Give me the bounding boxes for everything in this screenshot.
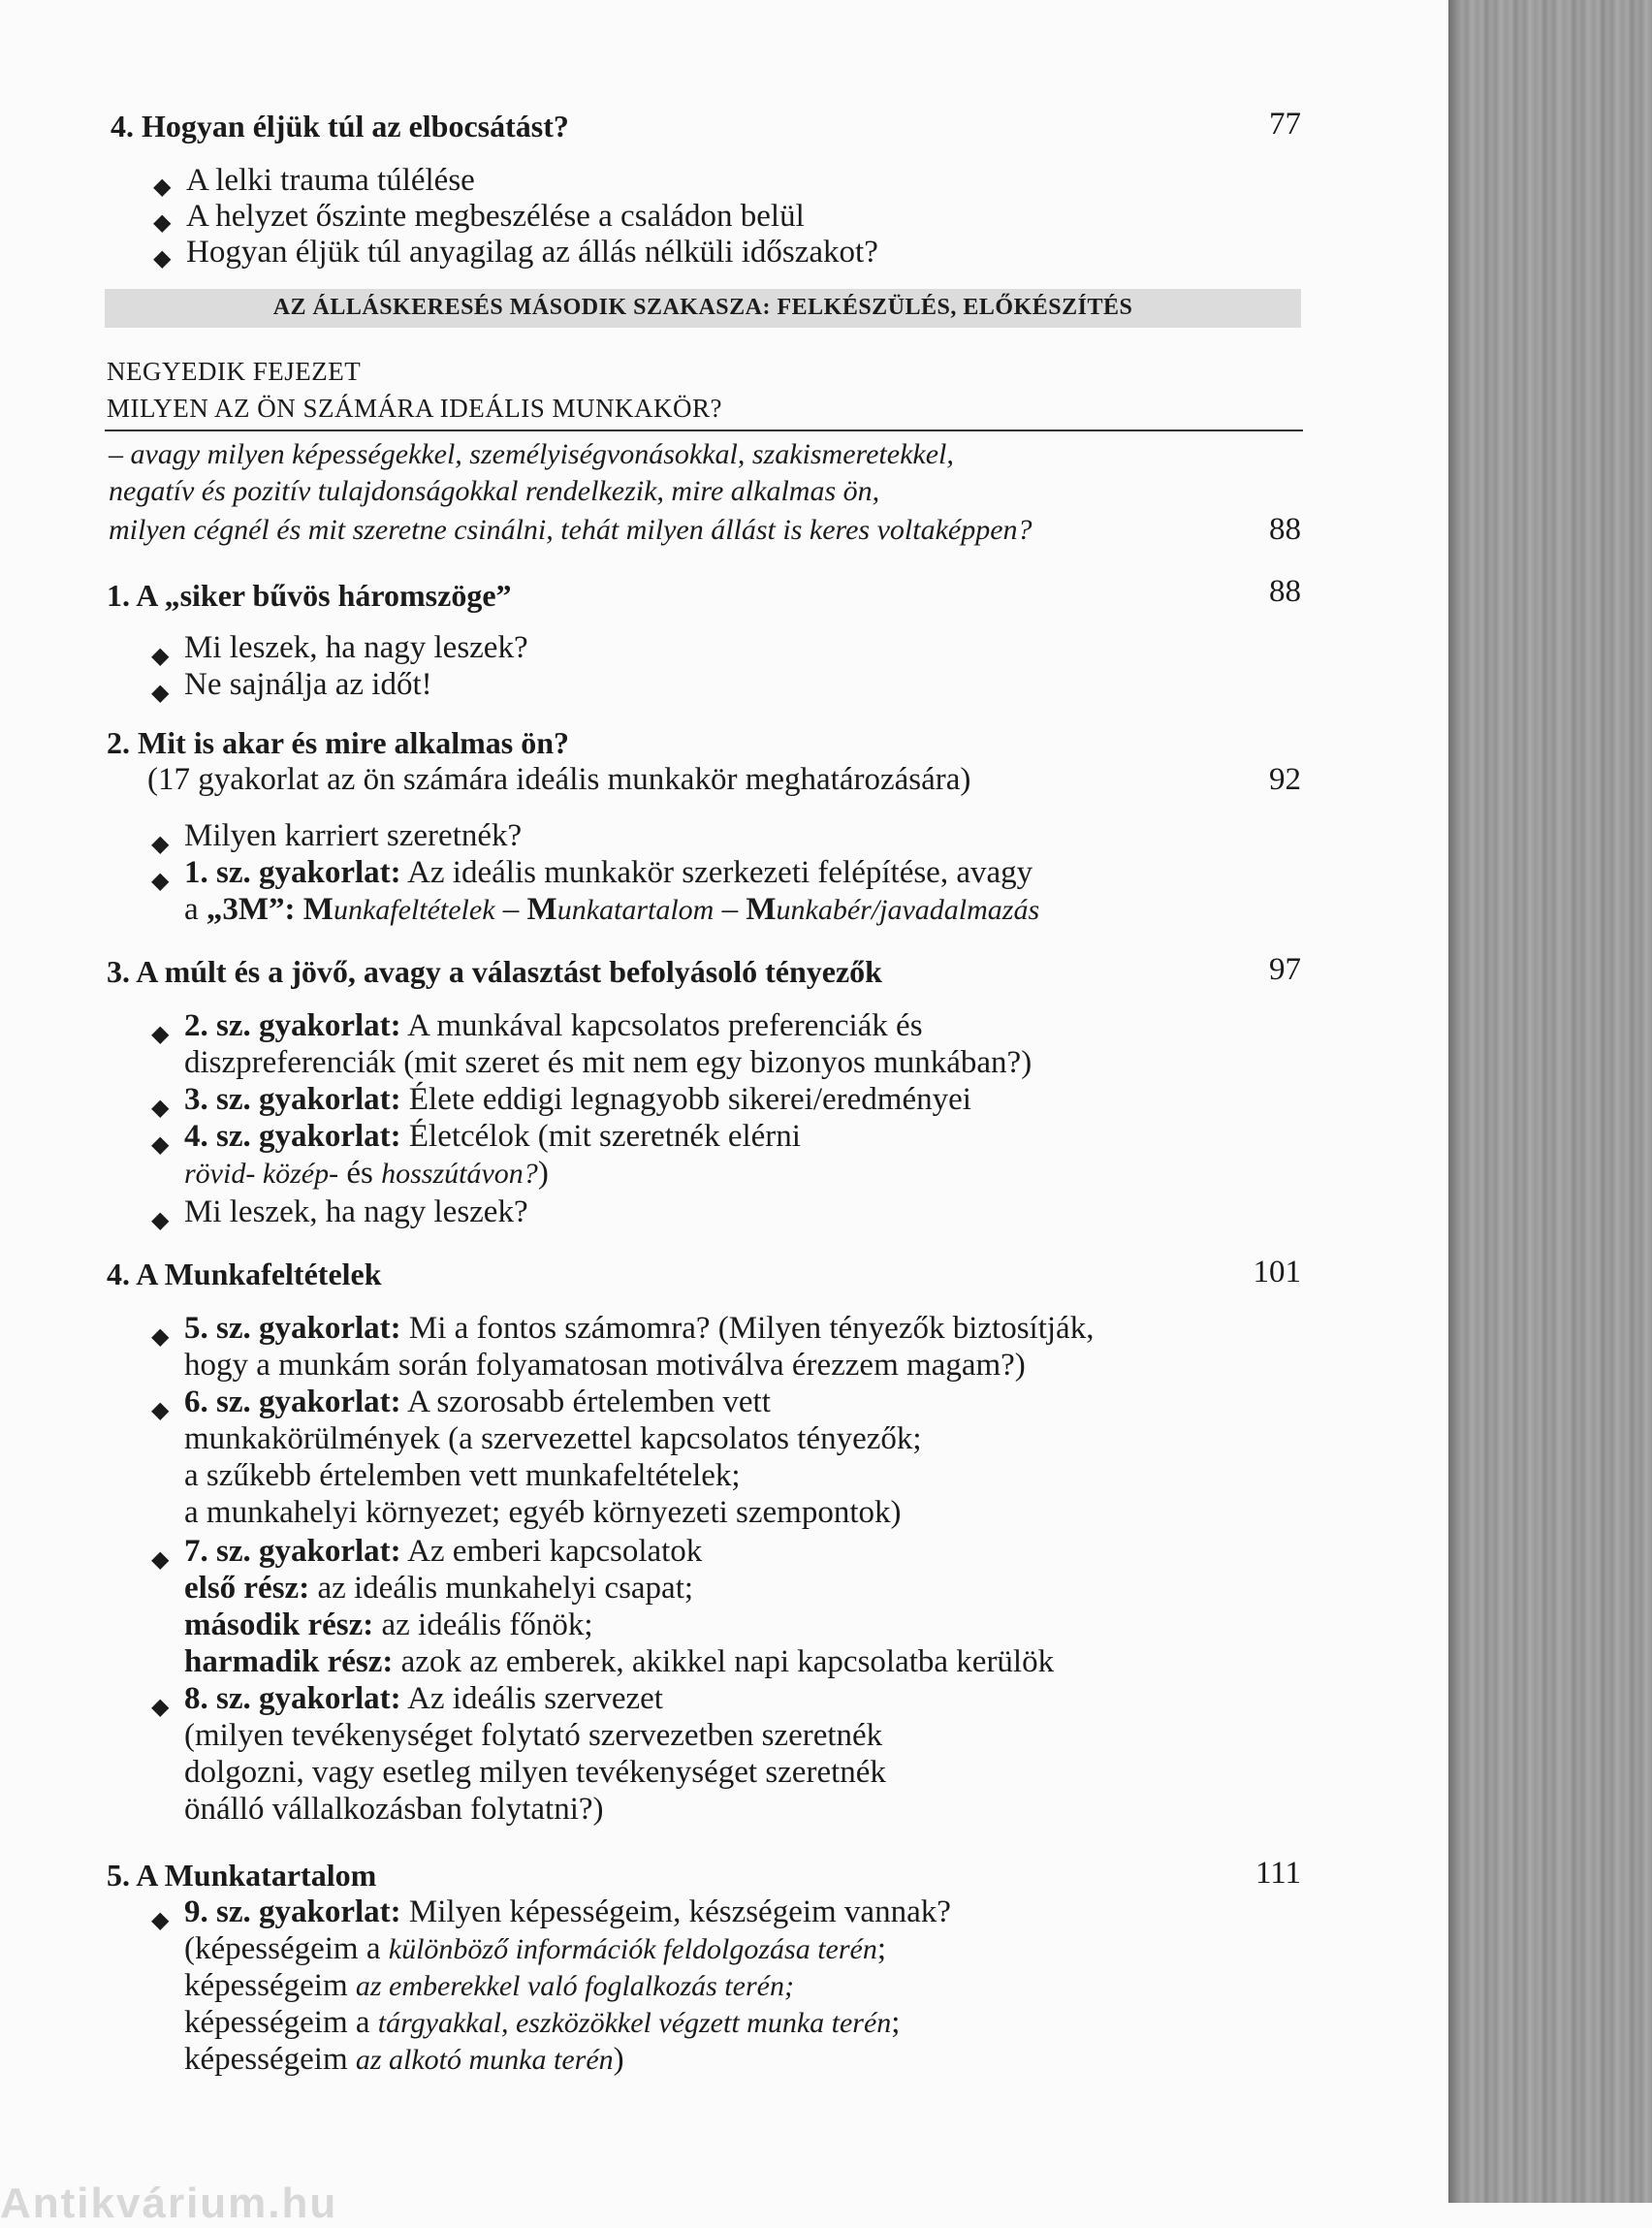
- exercise-title: Az ideális szervezet: [407, 1681, 663, 1716]
- three-m-label: „3M”:: [206, 892, 296, 927]
- exercise-title: Élete eddigi legnagyobb sikerei/eredményei: [408, 1082, 971, 1117]
- chapter-title: MILYEN AZ ÖN SZÁMÁRA IDEÁLIS MUNKAKÖR?: [107, 394, 723, 423]
- bullet-icon: ◆: [151, 1022, 170, 1047]
- toc-bullet-continuation: a szűkebb értelemben vett munkafeltételek;: [184, 1458, 741, 1493]
- part-text: az ideális munkahelyi csapat;: [317, 1571, 694, 1606]
- italic-fragment: különböző információk feldolgozása terén: [388, 1933, 877, 1965]
- toc-bullet: [184, 1681, 663, 1717]
- part-label: harmadik rész:: [184, 1644, 394, 1679]
- exercise-title: A munkával kapcsolatos preferenciák és: [407, 1008, 923, 1043]
- exercise-number: 1. sz. gyakorlat:: [184, 855, 401, 890]
- m-letter: M: [526, 892, 557, 927]
- chapter-intro-line: milyen cégnél és mit szeretne csinálni, tehát milyen állást is keres voltaképpen?: [109, 514, 1032, 546]
- bullet-icon: ◆: [151, 1208, 170, 1233]
- toc-bullet: Mi leszek, ha nagy leszek?: [184, 1194, 528, 1229]
- toc-bullet: [184, 855, 1032, 891]
- bullet-icon: ◆: [151, 1132, 170, 1158]
- exercise-number: 3. sz. gyakorlat:: [184, 1082, 401, 1117]
- toc-bullet: Hogyan éljük túl anyagilag az állás nélküli időszakot?: [186, 235, 878, 270]
- bullet-icon: ◆: [151, 644, 170, 669]
- m-word: unkafeltételek: [333, 894, 495, 926]
- toc-bullet-continuation: hogy a munkám során folyamatosan motiválva érezzem magam?): [184, 1348, 1026, 1383]
- bullet-icon: ◆: [151, 1695, 170, 1720]
- text-fragment: és: [346, 1156, 373, 1191]
- toc-bullet-continuation: munkakörülmények (a szervezettel kapcsolatos tényezők;: [184, 1421, 922, 1456]
- text-fragment: (képességeim a: [184, 1931, 381, 1966]
- toc-bullet: Mi leszek, ha nagy leszek?: [184, 630, 528, 665]
- toc-bullet-continuation: [184, 2042, 624, 2078]
- m-word: unkabér/javadalmazás: [776, 894, 1040, 926]
- exercise-title: Életcélok (mit szeretnék elérni: [408, 1119, 801, 1154]
- toc-heading-mit-akar: 2. Mit is akar és mire alkalmas ön?: [107, 725, 570, 760]
- italic-fragment: az emberekkel való foglalkozás terén;: [355, 1970, 794, 2002]
- toc-bullet-continuation: [184, 1644, 1054, 1680]
- exercise-title: Mi a fontos számomra? (Milyen tényezők biztosítják,: [408, 1311, 1095, 1346]
- part-text: azok az emberek, akikkel napi kapcsolatba kerülök: [400, 1644, 1055, 1679]
- bullet-icon: ◆: [151, 869, 170, 894]
- toc-bullet-continuation: [184, 1156, 549, 1192]
- exercise-number: 4. sz. gyakorlat:: [184, 1119, 401, 1154]
- m-letter: M: [746, 892, 777, 927]
- text-fragment: képességeim: [184, 2042, 348, 2077]
- toc-bullet-continuation: [184, 1607, 593, 1643]
- bullet-icon: ◆: [151, 1398, 170, 1423]
- toc-bullet: [184, 1894, 951, 1930]
- toc-bullet: [184, 1385, 771, 1420]
- part-banner: [105, 289, 1301, 328]
- toc-bullet-continuation: képességeim a tárgyakkal, eszközökkel végzett munka terén;: [184, 2005, 901, 2040]
- text-fragment: ): [537, 1156, 549, 1191]
- m-letter: M: [302, 892, 334, 927]
- page-number-92: 92: [1269, 762, 1301, 797]
- exercise-number: 2. sz. gyakorlat:: [184, 1008, 401, 1043]
- exercise-title: Milyen képességeim, készségeim vannak?: [408, 1894, 951, 1929]
- page-number-88: 88: [1269, 512, 1301, 547]
- text-fragment: képességeim: [184, 1968, 348, 2003]
- toc-bullet: [184, 1119, 801, 1155]
- toc-bullet-continuation: [184, 1571, 693, 1607]
- toc-bullet-continuation: (milyen tevékenységet folytató szervezetben szeretnék: [184, 1718, 883, 1753]
- page-number-111: 111: [1255, 1856, 1301, 1891]
- separator: –: [721, 892, 739, 927]
- chapter-intro-line: – avagy milyen képességekkel, személyiségvonásokkal, szakismeretekkel,: [109, 438, 954, 470]
- toc-bullet-continuation: (képességeim a különböző információk feldolgozása terén;: [184, 1931, 887, 1966]
- italic-fragment: az alkotó munka terén: [355, 2044, 614, 2076]
- part-label: első rész:: [184, 1571, 310, 1606]
- toc-bullet: [184, 1311, 1094, 1347]
- page-number-88: 88: [1269, 574, 1301, 609]
- toc-bullet: [184, 1534, 702, 1570]
- text-fragment: képességeim a: [184, 2005, 370, 2040]
- bullet-icon: ◆: [151, 1096, 170, 1121]
- toc-bullet-continuation: [184, 1968, 794, 2004]
- page-number-77: 77: [1269, 107, 1301, 142]
- exercise-number: 7. sz. gyakorlat:: [184, 1534, 401, 1569]
- exercise-title: Az ideális munkakör szerkezeti felépítése, avagy: [407, 855, 1033, 890]
- bullet-icon: ◆: [151, 681, 170, 706]
- part-label: második rész:: [184, 1607, 374, 1642]
- exercise-title: A szorosabb értelemben vett: [407, 1385, 771, 1419]
- toc-bullet: [184, 1008, 923, 1044]
- bullet-icon: ◆: [151, 832, 170, 857]
- chapter-divider: [105, 430, 1303, 431]
- toc-bullet: A helyzet őszinte megbeszélése a családon belül: [186, 199, 805, 234]
- toc-bullet: [184, 1082, 971, 1118]
- part-text: az ideális főnök;: [381, 1607, 593, 1642]
- toc-bullet-continuation: önálló vállalkozásban folytatni?): [184, 1792, 604, 1827]
- toc-bullet: Ne sajnálja az időt!: [184, 667, 432, 702]
- bullet-icon: ◆: [151, 1324, 170, 1350]
- italic-fragment: rövid- közép-: [184, 1158, 339, 1190]
- toc-heading-mult-jovo: 3. A múlt és a jövő, avagy a választást befolyásoló tényezők: [107, 954, 882, 989]
- bullet-icon: ◆: [151, 1908, 170, 1933]
- exercise-number: 6. sz. gyakorlat:: [184, 1385, 401, 1419]
- toc-bullet-continuation: [184, 892, 1039, 928]
- toc-subheading: (17 gyakorlat az ön számára ideális munkakör meghatározására): [147, 762, 971, 797]
- text-fragment: ): [613, 2042, 624, 2077]
- page-number-97: 97: [1269, 952, 1301, 987]
- chapter-intro-line: negatív és pozitív tulajdonságokkal rendelkezik, mire alkalmas ön,: [109, 475, 880, 507]
- part-banner-title: AZ ÁLLÁSKERESÉS MÁSODIK SZAKASZA: FELKÉSZÜLÉS, ELŐKÉSZÍTÉS: [272, 295, 1133, 320]
- page-number-101: 101: [1253, 1255, 1301, 1289]
- m-word: unkatartalom: [556, 894, 715, 926]
- bullet-icon: ◆: [151, 1547, 170, 1573]
- book-page-edges: [1448, 0, 1652, 2203]
- italic-fragment: tárgyakkal, eszközökkel végzett munka terén: [377, 2007, 892, 2039]
- watermark-text: Antikvárium.hu: [0, 2180, 338, 2227]
- separator: –: [502, 892, 520, 927]
- text-fragment: a: [184, 892, 199, 927]
- exercise-number: 9. sz. gyakorlat:: [184, 1894, 401, 1929]
- toc-bullet-continuation: diszpreferenciák (mit szeret és mit nem egy bizonyos munkában?): [184, 1045, 1032, 1080]
- toc-bullet-continuation: a munkahelyi környezet; egyéb környezeti szempontok): [184, 1495, 902, 1530]
- bullet-icon: ◆: [153, 246, 172, 271]
- chapter-label: NEGYEDIK FEJEZET: [107, 357, 362, 386]
- toc-bullet-continuation: dolgozni, vagy esetleg milyen tevékenységet szeretnék: [184, 1755, 886, 1790]
- toc-heading-elbocsatas: 4. Hogyan éljük túl az elbocsátást?: [111, 109, 569, 143]
- toc-bullet: A lelki trauma túlélése: [186, 163, 475, 198]
- exercise-number: 5. sz. gyakorlat:: [184, 1311, 401, 1346]
- exercise-number: 8. sz. gyakorlat:: [184, 1681, 401, 1716]
- toc-heading-siker: 1. A „siker bűvös háromszöge”: [107, 578, 512, 613]
- page-shadow: [1448, 0, 1460, 2203]
- bullet-icon: ◆: [153, 210, 172, 236]
- toc-heading-munkafeltetelek: 4. A Munkafeltételek: [107, 1257, 382, 1291]
- exercise-title: Az emberi kapcsolatok: [407, 1534, 703, 1569]
- italic-fragment: hosszútávon?: [381, 1158, 538, 1190]
- toc-heading-munkatartalom: 5. A Munkatartalom: [107, 1858, 377, 1893]
- bullet-icon: ◆: [153, 175, 172, 200]
- toc-bullet: Milyen karriert szeretnék?: [184, 818, 523, 853]
